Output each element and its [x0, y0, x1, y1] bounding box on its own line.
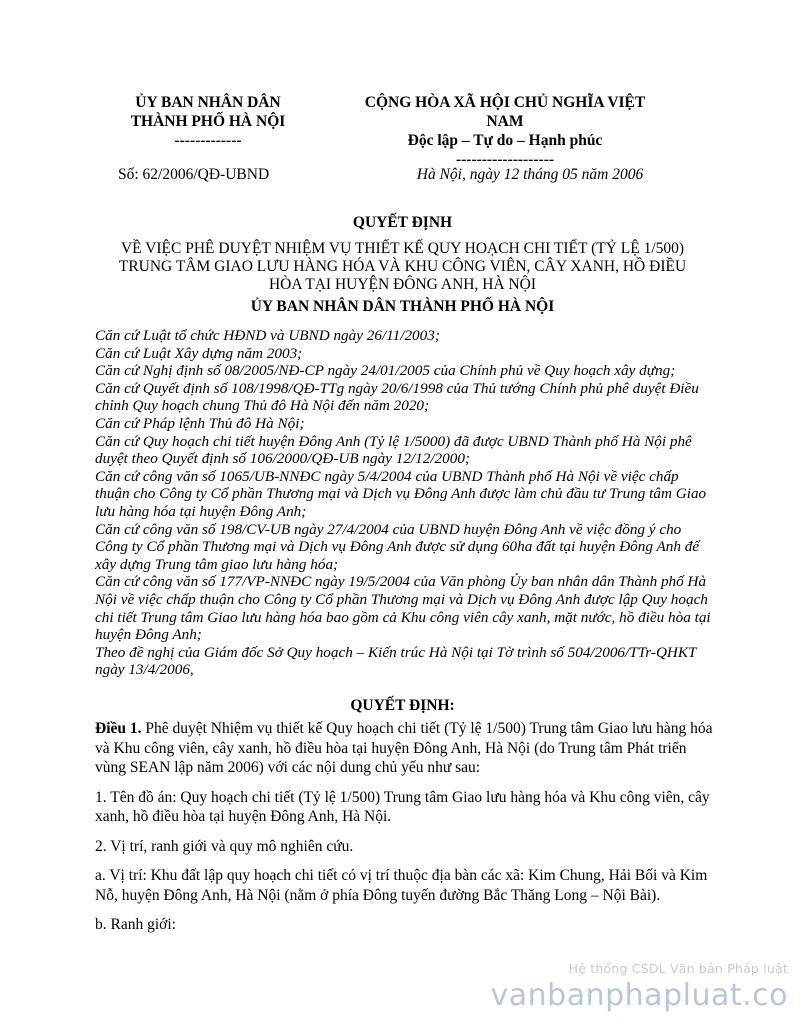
watermark-line-1: Hệ thống CSDL Văn bản Pháp luật — [568, 961, 788, 976]
basis-item: Căn cứ Luật Xây dựng năm 2003; — [95, 344, 303, 362]
issuing-agency — [103, 93, 313, 150]
basis-item: Căn cứ Quyết định số 108/1998/QĐ-TTg ngày 20/6/1998 của Thủ tướng Chính phủ phê duyệt Điều chỉnh Quy hoạch chung Thủ đô Hà Nội đến năm 2020; — [95, 379, 699, 415]
basis-item: Theo đề nghị của Giám đốc Sở Quy hoạch – Kiến trúc Hà Nội tại Tờ trình số 504/2006/TTr-QHKT ngày 13/4/2006, — [95, 643, 697, 679]
motto-line: Độc lập – Tự do – Hạnh phúc — [407, 132, 603, 149]
basis-item: Căn cứ công văn số 177/VP-NNĐC ngày 19/5/2004 của Văn phòng Ủy ban nhân dân Thành phố Hà Nội về việc chấp thuận cho Công ty Cổ phần Thương mại và Dịch vụ Đông Anh được lập Quy hoạch chi tiết Trung tâm Giao lưu hàng hóa bao gồm cả Khu công viên cây xanh, mặt nước, hồ điều hòa tại huyện Đông Anh; — [95, 573, 711, 644]
basis-item: Căn cứ công văn số 1065/UB-NNĐC ngày 5/4/2004 của UBND Thành phố Hà Nội về việc chấp thuận cho Công ty Cổ phần Thương mại và Dịch vụ Đông Anh được làm chủ đầu tư Trung tâm Giao lưu hàng hóa tại huyện Đông Anh; — [95, 467, 707, 520]
subject-line-1: VỀ VIỆC PHÊ DUYỆT NHIỆM VỤ THIẾT KẾ QUY HOẠCH CHI TIẾT (TỶ LỆ 1/500) — [120, 240, 685, 257]
body-item: 1. Tên đồ án: Quy hoạch chi tiết (Tỷ lệ 1/500) Trung tâm Giao lưu hàng hóa và Khu công viên, cây xanh, hồ điều hòa tại huyện Đông Anh, Hà Nội. — [95, 788, 710, 825]
agency-line-1: ỦY BAN NHÂN DÂN — [135, 94, 281, 111]
basis-item: Căn cứ công văn số 198/CV-UB ngày 27/4/2004 của UBND huyện Đông Anh về việc đồng ý cho Công ty Cổ phần Thương mại và Dịch vụ Đông Anh được sử dụng 60ha đất tại huyện Đông Anh để xây dựng Trung tâm giao lưu hàng hóa; — [95, 520, 700, 573]
body-item: 2. Vị trí, ranh giới và quy mô nghiên cứu. — [95, 837, 354, 855]
nation-line-1: CỘNG HÒA XÃ HỘI CHỦ NGHĨA VIỆT — [364, 94, 646, 111]
body-item: a. Vị trí: Khu đất lập quy hoạch chi tiết có vị trí thuộc địa bàn các xã: Kim Chung, Hải Bối và Kim Nỗ, huyện Đông Anh, Hà Nội (nằm ở phía Đông tuyến đường Bắc Thăng Long – Nội Bài). — [95, 867, 708, 904]
basis-item: Căn cứ Luật tổ chức HĐND và UBND ngày 26/11/2003; — [95, 327, 440, 344]
national-motto — [330, 93, 680, 169]
subject-line-2: TRUNG TÂM GIAO LƯU HÀNG HÓA VÀ KHU CÔNG VIÊN, CÂY XANH, HỒ ĐIỀU — [118, 258, 687, 275]
decision-body — [95, 719, 715, 945]
subject-line-3: HÒA TẠI HUYỆN ĐÔNG ANH, HÀ NỘI — [268, 276, 537, 293]
document-type: QUYẾT ĐỊNH — [352, 214, 453, 231]
article-1 — [95, 719, 715, 778]
decision-heading: QUYẾT ĐỊNH: — [350, 697, 455, 714]
document-number: Số: 62/2006/QĐ-UBND — [118, 166, 270, 183]
document-date: Hà Nội, ngày 12 tháng 05 năm 2006 — [416, 166, 644, 183]
agency-line-2: THÀNH PHỐ HÀ NỘI — [130, 113, 286, 130]
nation-line-2: NAM — [486, 113, 524, 130]
watermark-line-2: vanbanphapluat.co — [490, 978, 788, 1013]
issuer-heading: ỦY BAN NHÂN DÂN THÀNH PHỐ HÀ NỘI — [250, 298, 555, 315]
article-1-label: Điều 1. — [95, 720, 142, 737]
article-1-text: Phê duyệt Nhiệm vụ thiết kế Quy hoạch chi tiết (Tỷ lệ 1/500) Trung tâm Giao lưu hàng hóa và Khu công viên, cây xanh, hồ điều hòa tại huyện Đông Anh, Hà Nội (do Trung tâm Phát triển vùng SEAN lập năm 2006) với các nội dung chủ yếu như sau: — [95, 720, 713, 776]
legal-bases — [95, 327, 715, 679]
body-item: b. Ranh giới: — [95, 916, 176, 933]
title-block — [95, 213, 710, 317]
basis-item: Căn cứ Nghị định số 08/2005/NĐ-CP ngày 24/01/2005 của Chính phủ về Quy hoạch xây dựng; — [95, 362, 676, 380]
basis-item: Căn cứ Pháp lệnh Thủ đô Hà Nội; — [95, 414, 305, 432]
motto-rule: ------------------- — [455, 151, 555, 168]
basis-item: Căn cứ Quy hoạch chi tiết huyện Đông Anh (Tỷ lệ 1/5000) đã được UBND Thành phố Hà Nội phê duyệt theo Quyết định số 106/2000/QĐ-UB ngày 12/12/2000; — [95, 432, 692, 468]
agency-rule: ------------- — [174, 132, 242, 149]
watermark — [491, 961, 788, 1013]
